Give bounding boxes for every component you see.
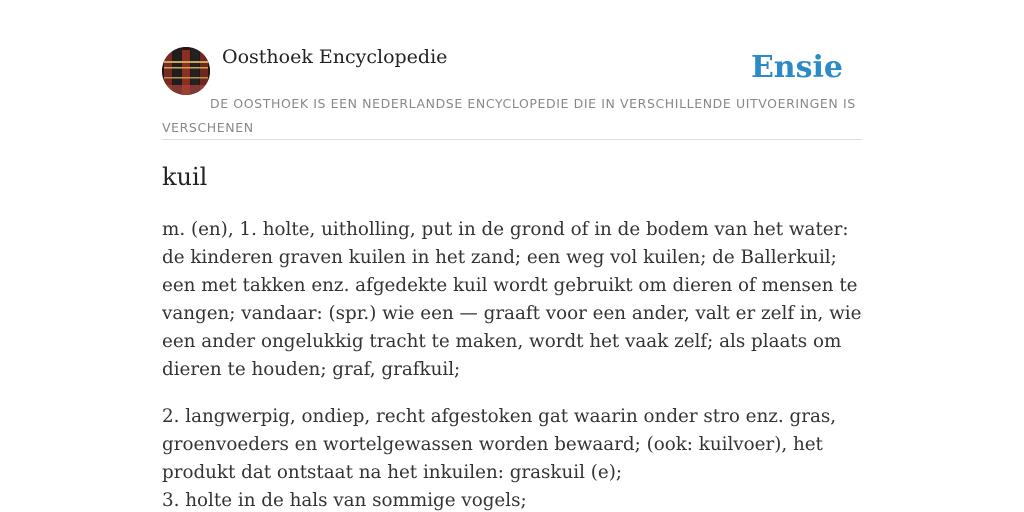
entry-paragraph: 3. holte in de hals van sommige vogels; bbox=[162, 490, 527, 511]
site-tagline: DE OOSTHOEK IS EEN NEDERLANDSE ENCYCLOPEDIE DIE IN VERSCHILLENDE UITVOERINGEN IS VERSCHENEN bbox=[162, 96, 856, 135]
book-spines-icon bbox=[162, 47, 210, 95]
entry-body bbox=[162, 216, 862, 512]
entry-title: kuil bbox=[162, 163, 208, 191]
entry-paragraph: 2. langwerpig, ondiep, recht afgestoken gat waarin onder stro enz. gras, groenvoeders en wortelgewassen worden bewaard; (ook: kuilvoer), het produkt dat ontstaat na het inkuilen: graskuil (e); bbox=[162, 406, 837, 483]
ensie-logo-link[interactable]: Ensie bbox=[750, 50, 843, 85]
entry-paragraph: m. (en), 1. holte, uitholling, put in de grond of in de bodem van het water: de kinderen graven kuilen in het zand; een weg vol kuilen; de Ballerkuil; een met takken enz. afgedekte kuil wordt gebruikt om dieren of mensen te vangen; vandaar: (spr.) wie een — graaft voor een ander, valt er zelf in, wie een ander ongelukkig tracht te maken, wordt het vaak zelf; als plaats om dieren te houden; graf, grafkuil; bbox=[162, 219, 862, 380]
site-name-link[interactable]: Oosthoek Encyclopedie bbox=[222, 46, 448, 68]
header-divider bbox=[162, 139, 862, 140]
encyclopedia-avatar[interactable] bbox=[162, 47, 210, 95]
